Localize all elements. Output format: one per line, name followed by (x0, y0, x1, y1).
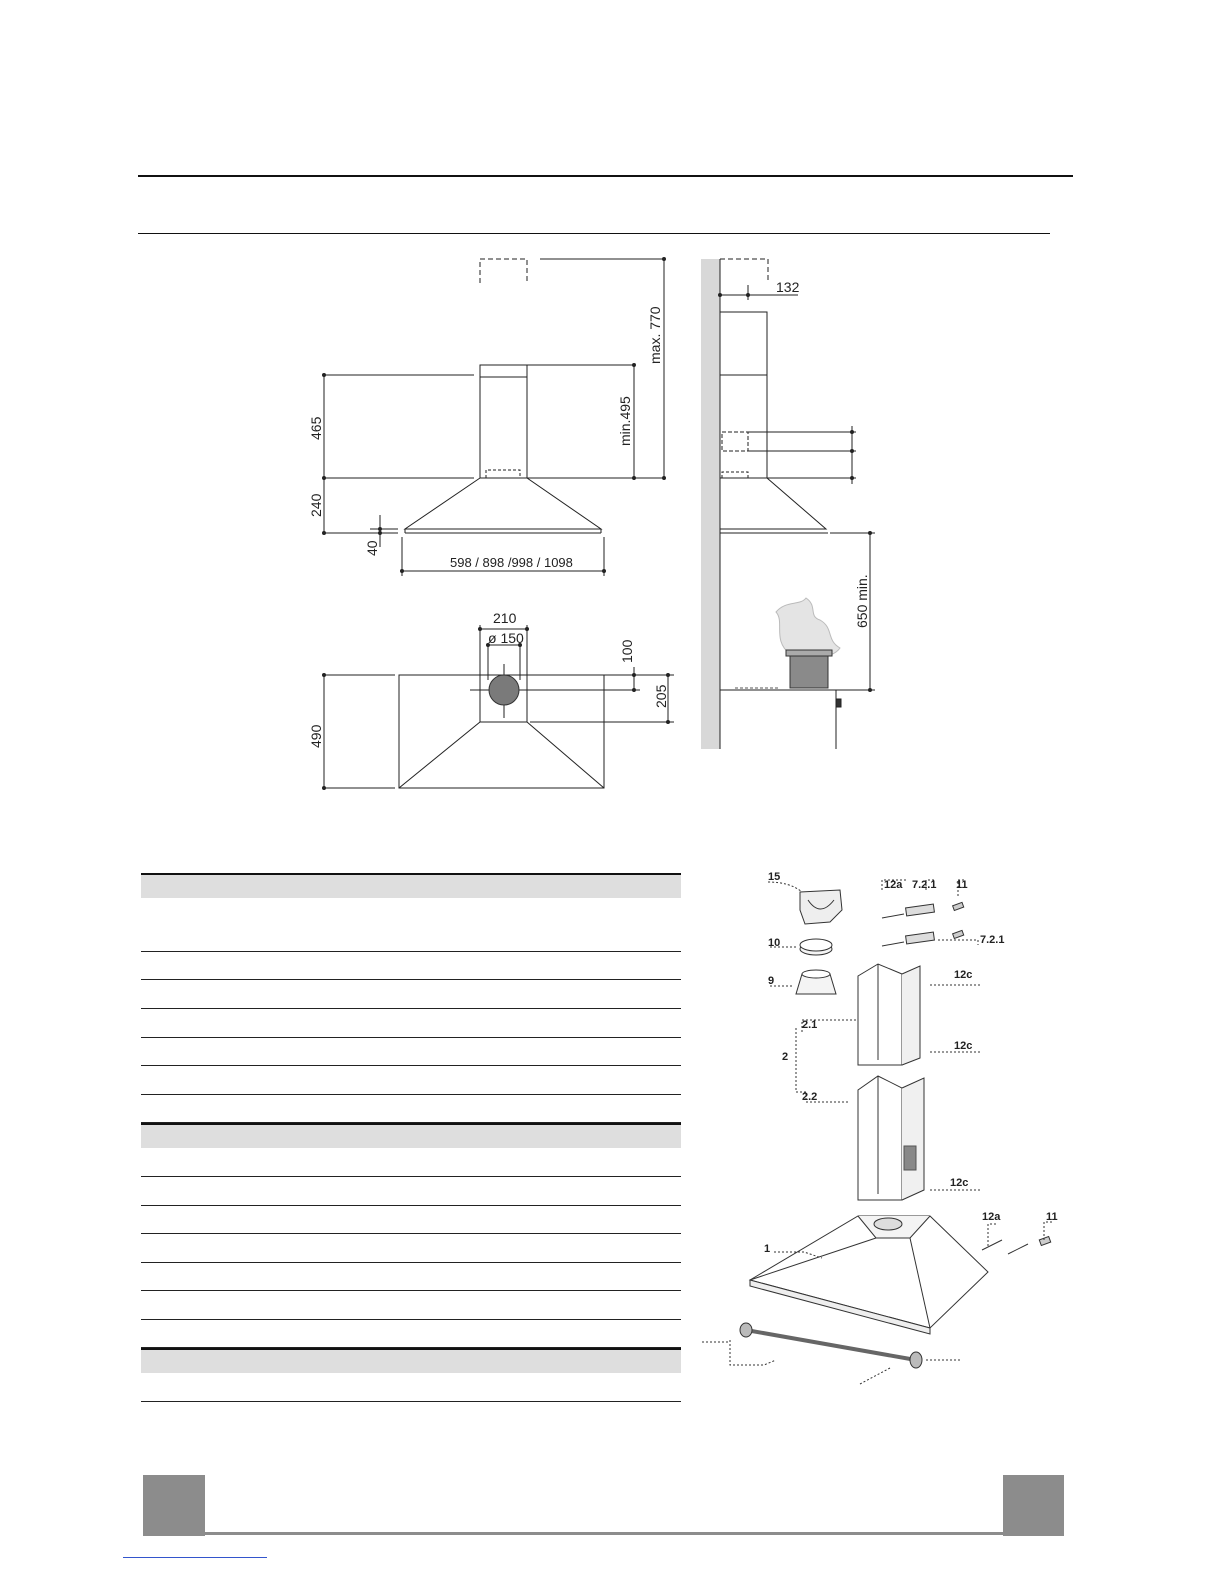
footer-link-underline[interactable] (123, 1557, 267, 1558)
footer-left-tab (143, 1475, 205, 1536)
duct-circle (489, 675, 519, 705)
table-row (141, 898, 681, 952)
table-row (141, 1038, 681, 1066)
dim-132: 132 (776, 279, 800, 295)
dim-max-770: max. 770 (647, 306, 663, 364)
table-row (141, 980, 681, 1009)
pot-with-steam (735, 598, 840, 688)
side-view-drawing (701, 259, 875, 749)
table-row (141, 1148, 681, 1177)
dim-650-min: 650 min. (854, 574, 870, 628)
table-section-header (141, 873, 681, 898)
part-label-12a-top: 12a (884, 879, 903, 891)
part-label-15: 15 (768, 871, 781, 883)
dim-min-495: min.495 (617, 396, 633, 446)
part-label-21: 2.1 (802, 1019, 818, 1031)
table-section-header (141, 1123, 681, 1148)
table-row (141, 1095, 681, 1123)
table-row (141, 1320, 681, 1348)
table-row (141, 1177, 681, 1206)
front-view-drawing (324, 259, 664, 576)
dim-465: 465 (308, 416, 324, 440)
footer-bar (205, 1532, 1003, 1535)
dim-width: 598 / 898 /998 / 1098 (450, 555, 573, 570)
table-section-header (141, 1348, 681, 1373)
table-row (141, 1066, 681, 1095)
part-label-721-right: 7.2.1 (980, 934, 1005, 946)
part-label-11-bottom: 11 (1046, 1211, 1058, 1223)
part-label-1: 1 (764, 1243, 771, 1255)
table-row (141, 1291, 681, 1320)
part-label-12c-2: 12c (954, 1040, 973, 1052)
part-label-11-top: 11 (956, 879, 968, 891)
dim-40: 40 (364, 540, 380, 556)
table-row (141, 952, 681, 980)
table-row (141, 1263, 681, 1291)
exploded-view-drawing (690, 860, 1080, 1400)
dim-490: 490 (308, 724, 324, 748)
part-label-12c-3: 12c (950, 1177, 969, 1189)
part-label-12a-bottom: 12a (982, 1211, 1001, 1223)
component-table (141, 873, 681, 1402)
dim-240: 240 (308, 493, 324, 517)
dim-205: 205 (653, 684, 669, 708)
part-label-10: 10 (768, 937, 781, 949)
part-label-2: 2 (782, 1051, 789, 1063)
table-row (141, 1234, 681, 1263)
dim-100: 100 (619, 639, 635, 663)
dim-diameter: ø 150 (488, 630, 524, 646)
dim-210: 210 (493, 610, 517, 626)
table-row (141, 1009, 681, 1038)
footer-right-tab (1003, 1475, 1064, 1536)
part-label-12c-1: 12c (954, 969, 973, 981)
table-row (141, 1373, 681, 1402)
part-label-9: 9 (768, 975, 775, 987)
part-label-721-top: 7.2.1 (912, 879, 937, 891)
table-row (141, 1206, 681, 1234)
part-label-22: 2.2 (802, 1091, 818, 1103)
